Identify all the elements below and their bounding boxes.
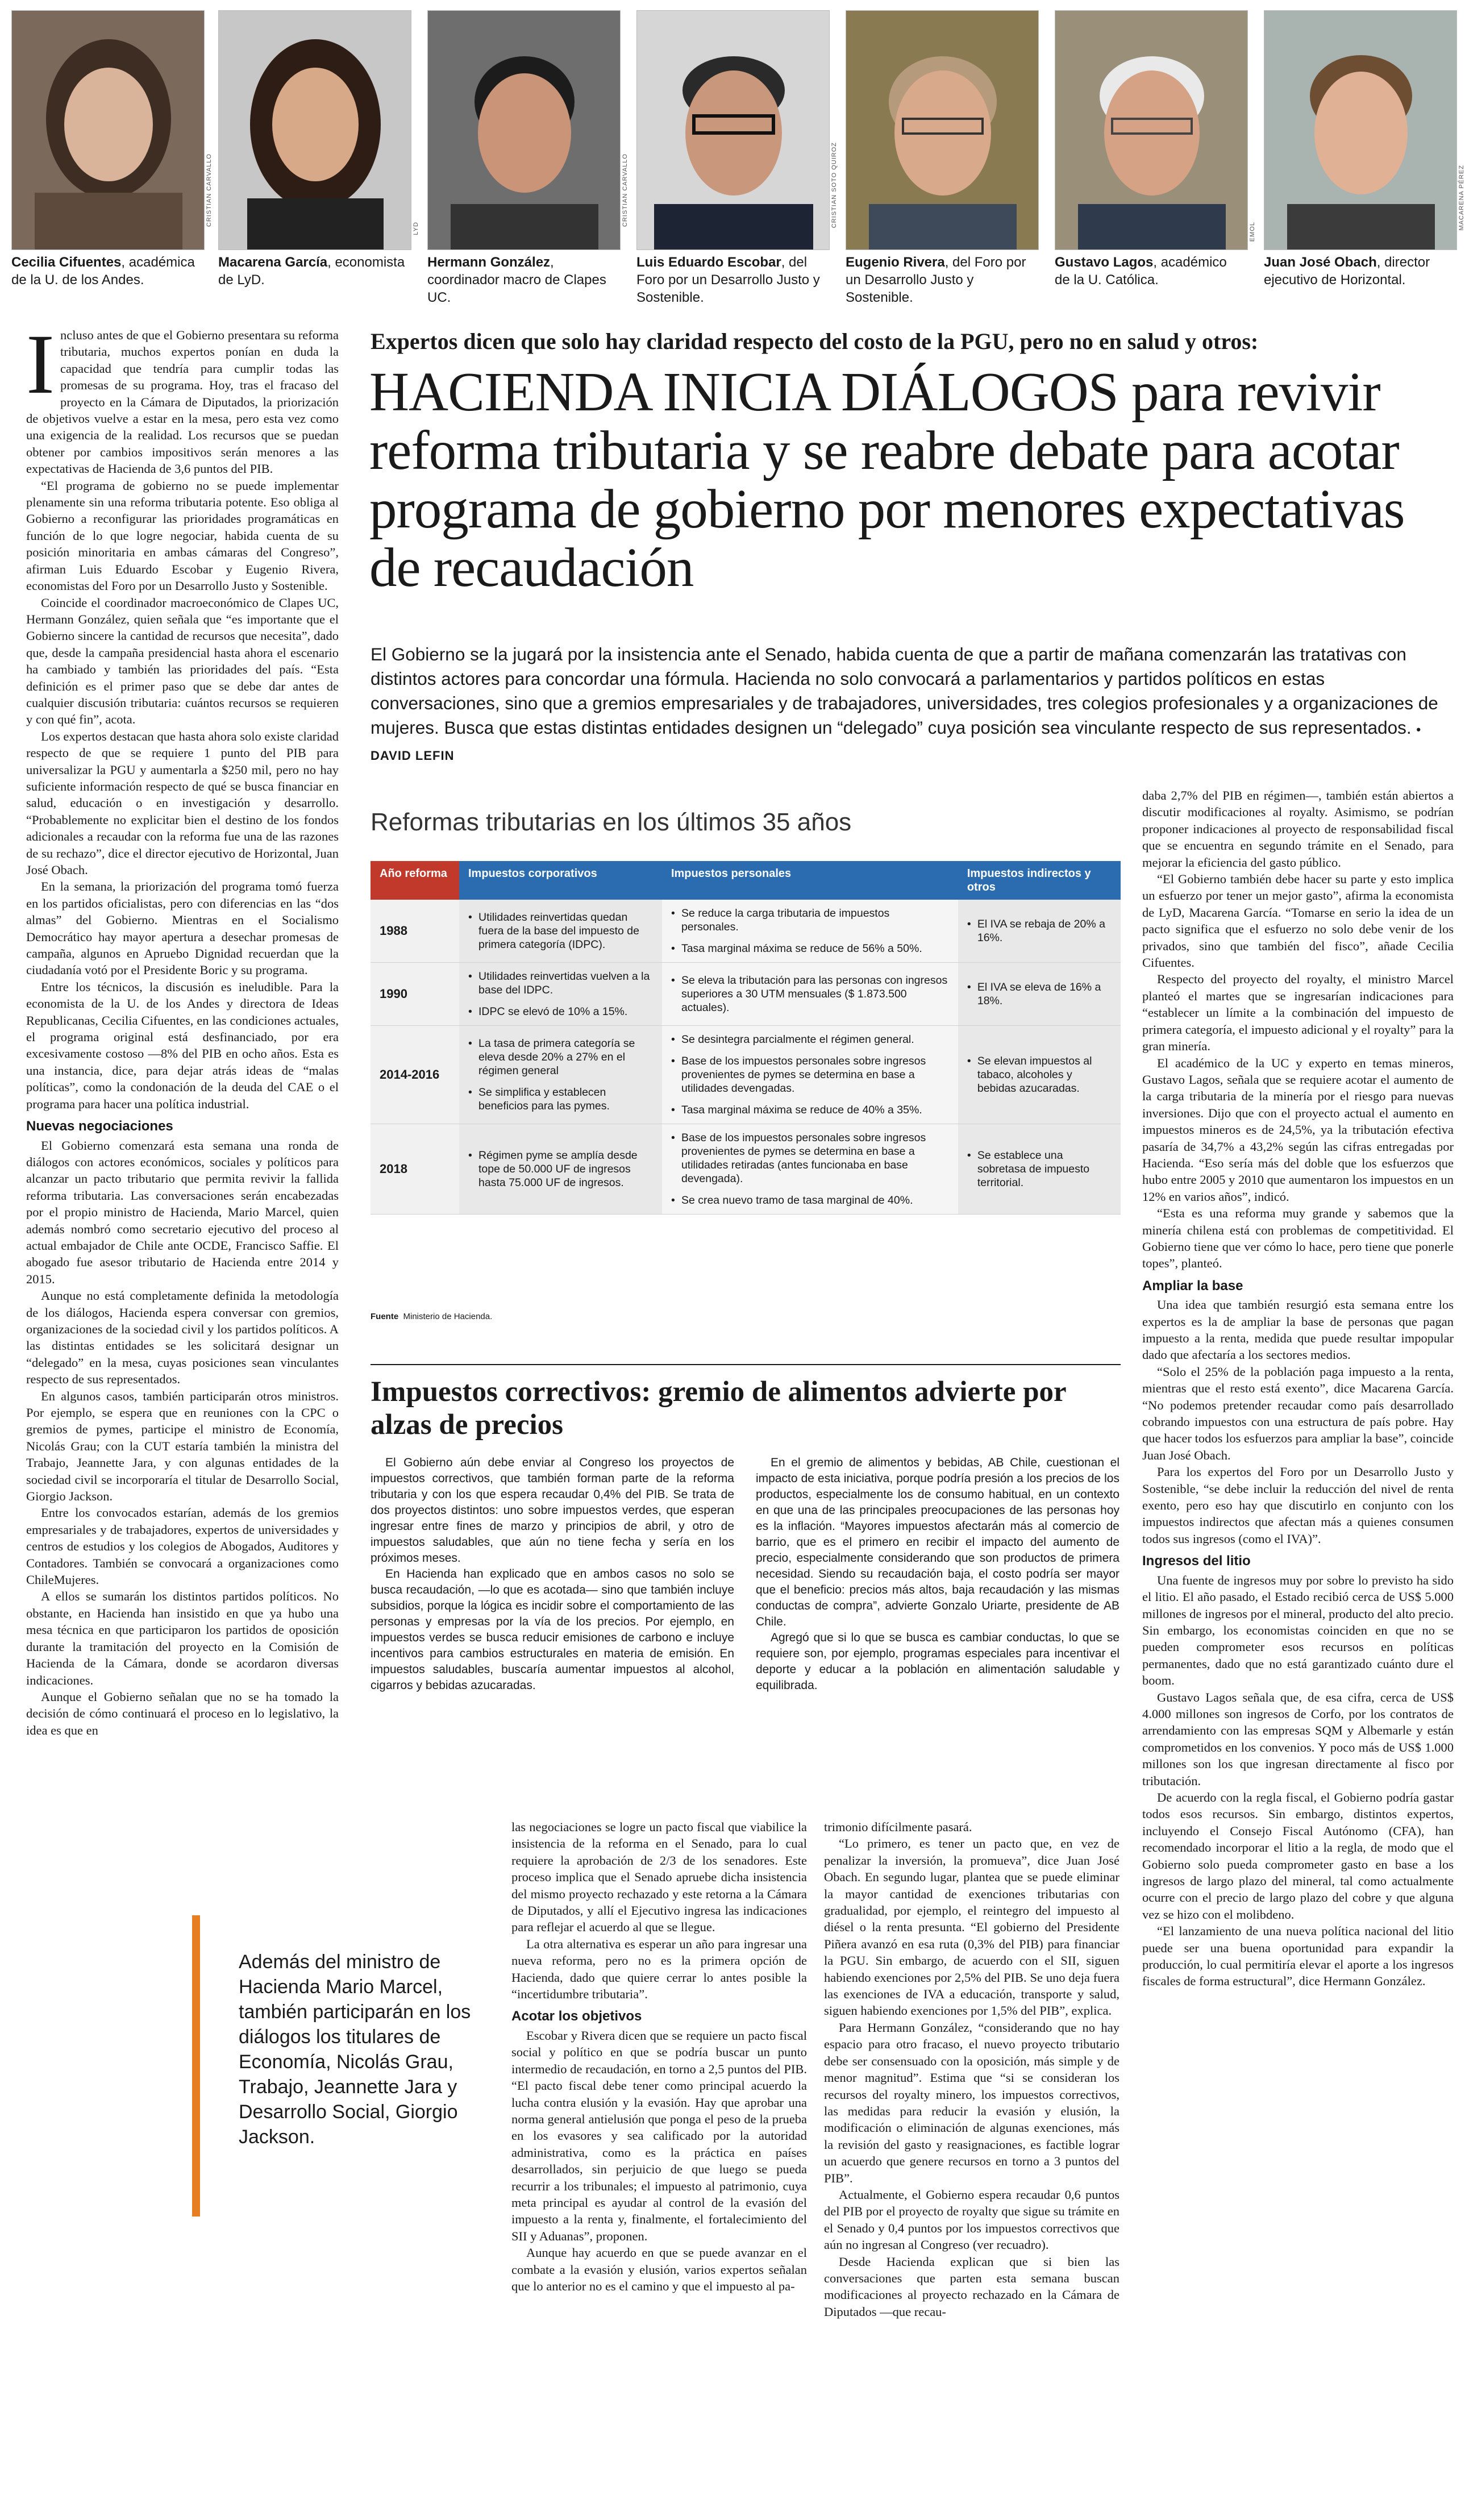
drop-cap: I [26, 327, 55, 411]
subheading: Acotar los objetivos [511, 2008, 642, 2024]
header-year: Año reforma [371, 861, 459, 900]
table-cell [662, 900, 958, 963]
byline: • DAVID LEFIN [371, 722, 1422, 763]
photo-credit: LYD [413, 222, 419, 235]
bullet-item: • El IVA se eleva de 16% a 18%. [967, 980, 1112, 1008]
article-paragraph: Para los expertos del Foro por un Desarrollo Justo y Sostenible, “se debe incluir la reducción del nivel de renta exento, pero eso hay que discutirlo en conjunto con los impuestos indirectos que afectan más a quienes consumen todos sus ingresos (como el IVA)”. [1142, 1465, 1454, 1546]
article-paragraph: Actualmente, el Gobierno espera recaudar 0,6 puntos del PIB por el proyecto de royalty que sigue su trámite en el Senado y 0,4 puntos por los impuestos correctivos que aún no ingresan al Congreso (ver recuadro). [824, 2187, 1119, 2252]
bullet-item: • Se elevan impuestos al tabaco, alcoholes y bebidas azucaradas. [967, 1054, 1112, 1095]
header-corporate: Impuestos corporativos [459, 861, 662, 900]
photo-credit: CRISTIAN CARVALLO [206, 153, 213, 227]
article-paragraph: Los expertos destacan que hasta ahora solo existe claridad respecto de que se requiere 1 punto del PIB para universalizar la PGU y aumentarla a $250 mil, pero no hay suficiente información respecto de qué se busca financiar en salud, educación o en investigación y desarrollo. “Probablemente no explicitar bien el destino de los fondos adicionales a recaudar con la reforma fue una de las razones de su rechazo”, dice el director ejecutivo de Horizontal, Juan José Obach. [26, 729, 339, 877]
article-paragraph: Aunque el Gobierno señalan que no se ha tomado la decisión de cómo continuará el proceso en lo legislativo, la idea es que en [26, 1689, 339, 1737]
box-paragraph: Agregó que si lo que se busca es cambiar conductas, lo que se requiere son, por ejemplo, programas especiales para incentivar el deporte y educar a la población en alimentación saludable y equilibrada. [756, 1631, 1119, 1692]
article-paragraph: Entre los técnicos, la discusión es ineludible. Para la economista de la U. de los Andes y directora de Ideas Republicanas, Cecilia Cifuentes, en las condiciones actuales, el programa original está desfinanciado, por era excesivamente costoso —8% del PIB en ocho años. Esta es una instancia, dice, para dejar atrás ideas de “malas políticas”, como la condonación de la deuda del CAE o el programa para hacer una política industrial. [26, 979, 339, 1111]
table-cell [459, 1124, 662, 1215]
portrait-photo [1264, 10, 1457, 250]
article-paragraph: Respecto del proyecto del royalty, el ministro Marcel planteó el martes que se ingresarían indicaciones para “establecer un límite a la combinación del impuesto de primera categoría, el impuesto adicional y el royalty” para la gran minería. [1142, 972, 1454, 1054]
table-cell [662, 1124, 958, 1215]
article-paragraph: Gustavo Lagos señala que, de esa cifra, cerca de US$ 4.000 millones son ingresos de Corfo, por los contratos de arrendamiento con las empresas SQM y Albemarle y están comprometidos en los convenios. Y poco más de US$ 1.000 millones son los que ingresan directamente al fisco por tributación. [1142, 1690, 1454, 1788]
article-column-2 [511, 1819, 807, 2515]
article-paragraph: “Solo el 25% de la población paga impuesto a la renta, mientras que el resto está exento”, dice Macarena García. “No podemos pretender recaudar como país desarrollado cobrando impuestos con una estructura de país pobre. Hay que hacer todos los esfuerzos para ampliar la base”, coincide Juan José Obach. [1142, 1364, 1454, 1462]
article-paragraph: Aunque hay acuerdo en que se puede avanzar en el combate a la evasión y elusión, varios expertos señalan que lo anterior no es el camino y que el impuesto al pa- [511, 2245, 807, 2293]
bullet-item: • Se desintegra parcialmente el régimen general. [671, 1033, 949, 1046]
article-paragraph: A ellos se sumarán los distintos partidos políticos. No obstante, en Hacienda han insistido en que ya hubo una mesa técnica en que participaron los partidos de oposición durante la tramitación del proyecto en la Comisión de Hacienda de la Cámara, donde se acordaron diversas indicaciones. [26, 1589, 339, 1687]
photo-caption: Gustavo Lagos, académico de la U. Católica. [1055, 255, 1227, 288]
photo-credit: MACARENA PÉREZ [1458, 165, 1465, 231]
portrait-image [219, 11, 411, 249]
box-column-1 [371, 1455, 734, 1694]
subheading: Ingresos del litio [1142, 1553, 1251, 1569]
photo-credit: EMOL [1249, 222, 1256, 242]
article-paragraph: En la semana, la priorización del programa tomó fuerza en los partidos oficialistas, pero con diferencias en las “dos almas” del Gobierno. Mientras en el Socialismo Democrático hay mayor apertura a desechar promesas de campaña, algunos en Apruebo Dignidad recuerdan que la ciudadanía votó por el Presidente Boric y su programa. [26, 879, 339, 978]
photo-caption: Macarena García, economista de LyD. [218, 255, 405, 288]
article-column-3 [824, 1819, 1119, 2515]
reform-year: 2014-2016 [371, 1026, 459, 1124]
photo-caption: Juan José Obach, director ejecutivo de Horizontal. [1264, 255, 1430, 288]
bullet-item: • Se reduce la carga tributaria de impuestos personales. [671, 906, 949, 934]
subheading: Ampliar la base [1142, 1278, 1243, 1294]
article-paragraph: Aunque no está completamente definida la metodología de los diálogos, Hacienda espera conversar con gremios, organizaciones de la sociedad civil y los partidos políticos. A las distintas entidades se les solicitará designar un “delegado” en la mesa, cuyas posiciones sean vinculantes respecto de sus representados. [26, 1288, 339, 1387]
article-paragraph: Incluso antes de que el Gobierno presentara su reforma tributaria, muchos expertos ponían en duda la capacidad que tendría para cumplir todas las promesas de su programa. Hoy, tras el fracaso del proyecto en la Cámara de Diputados, la priorización de objetivos vuelve a estar en la mesa, pero esta vez como una exigencia de la realidad. Los recursos que se puedan obtener por cambios impositivos serán menores a las expectativas de Hacienda de 3,6 puntos del PIB. [26, 327, 339, 476]
table-cell [958, 900, 1121, 963]
reform-year: 1988 [371, 900, 459, 963]
article-column-1 [26, 327, 339, 2515]
article-paragraph: “El Gobierno también debe hacer su parte y esto implica un esfuerzo por tener un mejor gasto”, afirma la economista de LyD, Macarena García. “Tomarse en serio la idea de un pacto significa que el esfuerzo no solo debe venir de los privados, sino que también del fisco”, añade Cecilia Cifuentes. [1142, 872, 1454, 970]
bullet-item: • Se crea nuevo tramo de tasa marginal de 40%. [671, 1194, 949, 1207]
bullet-item: • El IVA se rebaja de 20% a 16%. [967, 917, 1112, 945]
subheading: Nuevas negociaciones [26, 1118, 173, 1134]
header-personal: Impuestos personales [662, 861, 958, 900]
portrait-image [846, 11, 1038, 249]
table-cell [459, 900, 662, 963]
bullet-item: • Se simplifica y establecen beneficios para las pymes. [468, 1086, 653, 1113]
portrait-photo [846, 10, 1039, 250]
article-paragraph: Escobar y Rivera dicen que se requiere un pacto fiscal social y político en que se podría buscar un punto intermedio de recaudación, en torno a 2,5 puntos del PIB. “El pacto fiscal debe tener como principal acuerdo la lucha contra elusión y la evasión. Hay que aprobar una norma general antielusión que ponga el peso de la prueba en los evasores y sea calificado por la autoridad administrativa, como es la práctica en países desarrollados, sin perjuicio de que luego se pueda recurrir a los tribunales; el impuesto al patrimonio, cuya meta principal es ayudar al control de la evasión del impuesto a la renta y, finalmente, el fortalecimiento del SII y Aduanas”, proponen. [511, 2028, 807, 2243]
table-source: Fuente Ministerio de Hacienda. [371, 1312, 493, 1321]
article-paragraph: De acuerdo con la regla fiscal, el Gobierno podría gastar todos esos recursos. Sin embargo, distintos expertos, incluyendo el Consejo Fiscal Autónomo (CFA), han recomendado incorporar el litio a la regla, de modo que el Gobierno solo pueda comprometer gasto en base a los ingresos de largo plazo del mineral, tal como actualmente ocurre con el precio de largo plazo del cobre y que alguna vez se hizo con el molibdeno. [1142, 1790, 1454, 1922]
table-cell [459, 963, 662, 1026]
photo-credit: CRISTIAN SOTO QUIROZ [831, 142, 838, 228]
article-paragraph: Para Hermann González, “considerando que no hay espacio para otro fracaso, el nuevo proyecto tributario debe ser consensuado con la oposición, más simple y de menor magnitud”. Estima que “si se consideran los recursos del royalty minero, los impuestos correctivos, las medidas para reducir la evasión y elusión, la modificación o eliminación de algunas exenciones, más la revisión del gasto y reasignaciones, es factible lograr un acuerdo que genere recursos en torno a 3 puntos del PIB”. [824, 2020, 1119, 2185]
table-cell [662, 1026, 958, 1124]
photo-caption: Cecilia Cifuentes, académica de la U. de los Andes. [11, 255, 195, 288]
portrait-photo [11, 10, 205, 250]
article-paragraph: las negociaciones se logre un pacto fiscal que viabilice la insistencia de la reforma en el Senado, para lo cual requiere la aprobación de 2/3 de los senadores. Este proceso implica que el Senado apruebe dicha insistencia del mismo proyecto rechazado y este retorna a la Cámara de Diputados, y allí el Ejecutivo ingresa las indicaciones para reflejar el acuerdo al que se llegue. [511, 1820, 807, 1935]
table-cell [459, 1026, 662, 1124]
bullet-item: • IDPC se elevó de 10% a 15%. [468, 1005, 653, 1018]
bullet-item: • Base de los impuestos personales sobre ingresos provenientes de pymes se determina en base a utilidades devengadas. [671, 1054, 949, 1095]
reforms-table [371, 861, 1121, 1215]
bullet-item: • Utilidades reinvertidas quedan fuera de la base del impuesto de primera categoría (IDPC). [468, 910, 653, 951]
box-title: Impuestos correctivos: gremio de alimentos advierte por alzas de precios [371, 1376, 1066, 1441]
article-paragraph: “Esta es una reforma muy grande y sabemos que la minería chilena está con problemas de competitividad. El Gobierno tiene que ver cómo lo hace, pero tiene que ponerle topes”, planteó. [1142, 1206, 1454, 1271]
photo-caption: Hermann González, coordinador macro de Clapes UC. [427, 255, 606, 305]
article-paragraph: “El programa de gobierno no se puede implementar plenamente sin una reforma tributaria potente. Eso obliga al Gobierno a reconfigurar las prioridades programáticas en función de lo que logre negociar, habida cuenta de su posición minoritaria en ambas cámaras del Congreso”, afirman Luis Eduardo Escobar y Eugenio Rivera, economistas del Foro por un Desarrollo Justo y Sostenible. [26, 478, 339, 593]
table-cell [662, 963, 958, 1026]
photo-credit: CRISTIAN CARVALLO [622, 153, 629, 227]
box-rule [371, 1364, 1121, 1365]
bullet-item: • Régimen pyme se amplía desde tope de 50.000 UF de ingresos hasta 75.000 UF de ingresos. [468, 1149, 653, 1190]
article-paragraph: El académico de la UC y experto en temas mineros, Gustavo Lagos, señala que se requiere acotar el aumento de la carga tributaria de la minería por el riesgo para nuevas inversiones. Dijo que con el proyecto actual el aumento en impuestos mineros es de 24,5%, ya la tributación efectiva pasaría de 34,7% a 43,2% según las cifras entregadas por Hacienda. “Eso sería más del doble que los esfuerzos que hubo entre 2005 y 2010 que aumentaron los impuestos en un 12% en varios años”, indicó. [1142, 1055, 1454, 1204]
table-cell [958, 1124, 1121, 1215]
table-row [371, 900, 1121, 963]
table-row [371, 1124, 1121, 1215]
pull-quote: Además del ministro de Hacienda Mario Marcel, también participarán en los diálogos los titulares de Economía, Nicolás Grau, Trabajo, Jeannette Jara y Desarrollo Social, Giorgio Jackson. [239, 1951, 471, 2148]
bullet-item: • Base de los impuestos personales sobre ingresos provenientes de pymes se determina en base a utilidades retiradas (antes funcionaba en base devengada). [671, 1131, 949, 1186]
reform-year: 1990 [371, 963, 459, 1026]
box-paragraph: En el gremio de alimentos y bebidas, AB Chile, cuestionan el impacto de esta iniciativa, porque podría presión a los precios de los productos, especialmente los de consumo habitual, en un contexto en que una de las principales preocupaciones de las personas hoy es la inflación. “Mayores impuestos afectarán más al comercio de barrio, que es el primero en recibir el impacto del aumento de precio, especialmente considerando que son productos de primera necesidad. Siendo su recaudación baja, el costo podría ser mayor que el beneficio: precios más altos, baja recaudación y las mismas conductas de compra”, advierte Gonzalo Uriarte, presidente de AB Chile. [756, 1456, 1119, 1628]
portrait-image [1264, 11, 1456, 249]
portrait-image [1055, 11, 1247, 249]
reform-year: 2018 [371, 1124, 459, 1215]
portrait-photo [636, 10, 830, 250]
portrait-image [637, 11, 829, 249]
article-paragraph: daba 2,7% del PIB en régimen—, también están abiertos a discutir modificaciones al royalty. Asimismo, se podrían proponer indicaciones al proyecto de responsabilidad fiscal que se encuentra en segundo trámite en el Senado, para mejorar la eficiencia del gasto público. [1142, 788, 1454, 870]
table-cell [958, 963, 1121, 1026]
article-column-4 [1142, 787, 1454, 2515]
box-paragraph: El Gobierno aún debe enviar al Congreso los proyectos de impuestos correctivos, que también forman parte de la reforma tributaria y con los que espera recaudar 0,4% del PIB. Se trata de dos proyectos distintos: uno sobre impuestos verdes, que esperan ingresar entre fines de marzo y principios de abril, y otro de impuestos saludables, que aún no tiene fecha y sería en los próximos meses. [371, 1456, 734, 1565]
quote-bar [192, 1915, 200, 2217]
table-header-row [371, 861, 1121, 900]
article-paragraph: Una idea que también resurgió esta semana entre los expertos es la de ampliar la base de personas que pagan impuesto a la renta, medida que puede resultar impopular dado que afectaría a los sectores medios. [1142, 1298, 1454, 1362]
article-paragraph: Una fuente de ingresos muy por sobre lo previsto ha sido el litio. El año pasado, el Estado recibió cerca de US$ 5.000 millones de ingresos por el mineral, producto del alto precio. Sin embargo, los economistas coinciden en que no se pueden comprometer esos recursos en políticas permanentes, dado que no está garantizado cuánto dure el boom. [1142, 1573, 1454, 1688]
kicker: Expertos dicen que solo hay claridad respecto del costo de la PGU, pero no en salud y otros: [371, 328, 1259, 354]
portrait-photo [1055, 10, 1248, 250]
portrait-image [428, 11, 620, 249]
bullet-item: • Tasa marginal máxima se reduce de 40% a 35%. [671, 1103, 949, 1117]
article-paragraph: “El lanzamiento de una nueva política nacional del litio puede ser una buena oportunidad para expandir la producción, lo cual permitiría elevar el aporte a los ingresos fiscales de forma estructural”, dice Hermann González. [1142, 1924, 1454, 1989]
box-column-2 [756, 1455, 1119, 1694]
article-paragraph: Desde Hacienda explican que si bien las conversaciones que parten esta semana buscan modificaciones al proyecto rechazado en la Cámara de Diputados —que recau- [824, 2254, 1119, 2319]
portrait-photo [427, 10, 621, 250]
article-paragraph: El Gobierno comenzará esta semana una ronda de diálogos con actores económicos, sociales y políticos para alcanzar un pacto tributario que permita revivir la fallida reforma tributaria. Las conversaciones serán encabezadas por el propio ministro de Hacienda, Mario Marcel, quien además nombró como secretario ejecutivo del proceso al actual embajador de Chile ante OCDE, Francisco Saffie. El abogado fue asesor tributario de Hacienda entre 2014 y 2015. [26, 1138, 339, 1286]
photo-caption: Luis Eduardo Escobar, del Foro por un Desarrollo Justo y Sostenible. [636, 255, 820, 305]
table-cell [958, 1026, 1121, 1124]
table-row [371, 963, 1121, 1026]
portrait-image [12, 11, 204, 249]
article-paragraph: Coincide el coordinador macroeconómico de Clapes UC, Hermann González, quien señala que “es importante que el Gobierno sincere la cantidad de recursos que necesita”, dado que, desde la campaña presidencial hasta ahora el escenario ha cambiado y también las prioridades del país. “Esta definición es el primer paso que se debe dar antes de cualquier discusión tributaria: cuántos recursos se requieren y con qué fin”, acota. [26, 595, 339, 727]
lead-paragraph [371, 642, 1453, 768]
bullet-item: • Tasa marginal máxima se reduce de 56% a 50%. [671, 942, 949, 955]
table-row [371, 1026, 1121, 1124]
article-paragraph: “Lo primero, es tener un pacto que, en vez de penalizar la inversión, la promueva”, dice Juan José Obach. En segundo lugar, plantea que se puede eliminar la mayor cantidad de exenciones tributarias con gradualidad, por ejemplo, el reintegro del impuesto al diésel o la renta presunta. “El gobierno del Presidente Piñera avanzó en esa ruta (0,3% del PIB) para financiar la PGU. Sin embargo, de acuerdo con el SII, siguen habiendo exenciones por 2,5% del PIB. Se uno deja fuera las exenciones de IVA a educación, transporte y salud, siguen habiendo exenciones por 1,5% del PIB”, explica. [824, 1836, 1119, 2018]
lead-text: El Gobierno se la jugará por la insistencia ante el Senado, habida cuenta de que a partir de mañana comenzarán las tratativas con distintos actores para concordar una fórmula. Hacienda no solo convocará a parlamentarios y partidos políticos en estas conversaciones, sino que a gremios empresariales y de trabajadores, universidades, tres colegios profesionales y a organizaciones de mujeres. Busca que estas distintas entidades designen un “delegado” cuya posición sea vinculante respecto de sus representados. [371, 644, 1438, 738]
headline: HACIENDA INICIA DIÁLOGOS para revivir reforma tributaria y se reabre debate para acotar programa de gobierno por menores expectativas de recaudación [369, 361, 1405, 598]
bullet-item: • Se establece una sobretasa de impuesto territorial. [967, 1149, 1112, 1190]
table-title: Reformas tributarias en los últimos 35 años [371, 808, 852, 836]
article-paragraph: trimonio difícilmente pasará. [824, 1820, 972, 1834]
bullet-item: • La tasa de primera categoría se eleva desde 20% a 27% en el régimen general [468, 1037, 653, 1078]
article-paragraph: Entre los convocados estarían, además de los gremios empresariales y de trabajadores, expertos de universidades y centros de estudios y los colegios de Abogados, Auditores y Contadores. También se convocará a organizaciones como ChileMujeres. [26, 1506, 339, 1587]
photo-caption: Eugenio Rivera, del Foro por un Desarrollo Justo y Sostenible. [846, 255, 1026, 305]
header-indirect: Impuestos indirectos y otros [958, 861, 1121, 900]
portrait-photo [218, 10, 411, 250]
bullet-item: • Se eleva la tributación para las personas con ingresos superiores a 30 UTM mensuales ($ 1.873.500 actuales). [671, 974, 949, 1014]
box-paragraph: En Hacienda han explicado que en ambos casos no solo se busca recaudación, —lo que es acotada— sino que también incluye subsidios, porque la lógica es incidir sobre el comportamiento de las personas y empresas por la vía de los precios. Por ejemplo, en impuestos verdes se busca reducir emisiones de carbono e incluye incentivos para cambios estructurales en materia de emisión. En impuestos saludables, buscaría aumentar impuestos al alcohol, cigarros y bebidas azucaradas. [371, 1567, 734, 1692]
bullet-item: • Utilidades reinvertidas vuelven a la base del IDPC. [468, 970, 653, 997]
article-paragraph: La otra alternativa es esperar un año para ingresar una nueva reforma, pero no es la primera opción de Hacienda, dado que quiere cerrar lo antes posible la “incertidumbre tributaria”. [511, 1936, 807, 2002]
article-paragraph: En algunos casos, también participarán otros ministros. Por ejemplo, se espera que en reuniones con la CPC o gremios de pymes, participe el ministro de Economía, Nicolás Grau; con la CUT estaría también la ministra del Trabajo, Jeannette Jara, y con algunas entidades de la sociedad civil se incorporaría el titular de Desarrollo Social, Giorgio Jackson. [26, 1388, 339, 1504]
